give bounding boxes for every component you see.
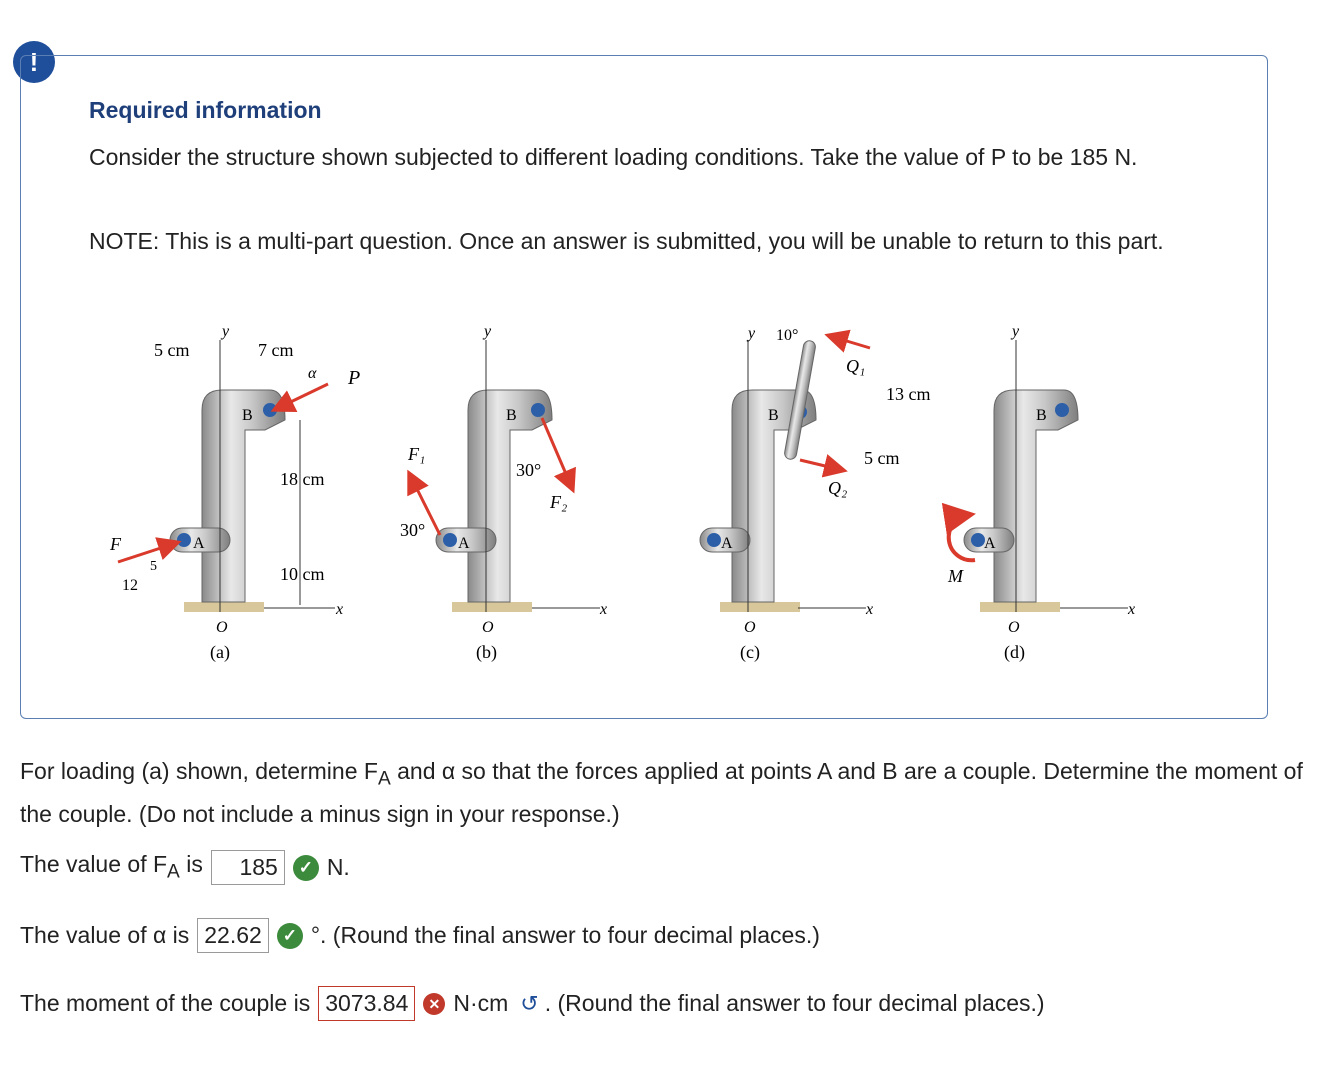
b-F2: F₂ (550, 492, 568, 512)
question-sub-a: A (377, 768, 391, 790)
question-text: For loading (a) shown, determine $F_A$ and α so that the forces applied at points A and B are a couple. Determine the moment of the couple. (Do not include a minus sign in your response.) (20, 758, 1303, 827)
a-FA: F (110, 534, 121, 554)
d-O: O (1008, 619, 1020, 636)
a-alpha: α (308, 365, 317, 382)
c-label: (c) (740, 642, 760, 662)
d-B: B (1036, 407, 1047, 424)
b-F1: F₁ (408, 444, 426, 464)
figure-c (700, 325, 931, 663)
c-dim-5: 5 cm (864, 448, 900, 468)
c-dim-13: 13 cm (886, 384, 931, 404)
note-text: NOTE: This is a multi-part question. Once an answer is submitted, you will be unable to return to this part. (89, 228, 1164, 254)
a-B: B (242, 407, 253, 424)
fa-label: The value of $F_A$ is (20, 851, 203, 883)
c-A: A (721, 535, 733, 552)
d-x: x (1128, 601, 1136, 618)
a-label: (a) (210, 642, 230, 662)
a-y-label: y (222, 323, 230, 340)
moment-suffix: . (Round the final answer to four decimal places.) (544, 990, 1045, 1016)
b-angle1: 30° (400, 520, 426, 540)
b-A: A (458, 535, 470, 552)
incorrect-x-icon: ✕ (423, 993, 445, 1015)
counterclockwise-icon: ↺ (520, 990, 539, 1016)
alpha-answer-input[interactable]: 22.62 (197, 918, 269, 953)
b-angle2: 30° (516, 460, 542, 480)
answer-row-alpha (20, 918, 820, 953)
structure-figure (80, 260, 1160, 680)
fa-unit: N. (326, 854, 350, 880)
b-x: x (600, 601, 608, 618)
intro-text: Consider the structure shown subjected to different loading conditions. Take the value of P to be 185 N. (89, 144, 1138, 170)
a-slope-5: 5 (150, 559, 157, 574)
correct-check-icon: ✓ (293, 855, 319, 881)
d-label: (d) (1004, 642, 1025, 662)
b-O: O (482, 619, 494, 636)
alpha-unit: °. (Round the final answer to four decimal places.) (310, 922, 820, 948)
c-O: O (744, 619, 756, 636)
c-Q2: Q₂ (828, 478, 848, 498)
a-P: P (348, 367, 361, 389)
a-dim-5: 5 cm (154, 340, 190, 360)
moment-label: The moment of the couple is (20, 990, 311, 1016)
a-A: A (193, 535, 205, 552)
a-dim-10: 10 cm (280, 564, 325, 584)
correct-check-icon: ✓ (277, 923, 303, 949)
moment-unit: N·cm (453, 990, 509, 1016)
moment-answer-input[interactable]: 3073.84 (318, 986, 415, 1021)
b-B: B (506, 407, 517, 424)
a-x: x (336, 601, 344, 618)
c-x: x (866, 601, 874, 618)
answer-row-moment (20, 986, 1045, 1021)
figure-b (400, 323, 607, 663)
d-MA: M (948, 566, 963, 586)
b-y-label: y (484, 323, 492, 340)
c-B: B (768, 407, 779, 424)
alpha-label: The value of α is (20, 922, 190, 948)
d-y-label: y (1012, 323, 1020, 340)
figure-d (947, 323, 1135, 663)
d-A: A (984, 535, 996, 552)
b-label: (b) (476, 642, 497, 662)
answer-row-fa (20, 850, 350, 885)
a-O: O (216, 619, 228, 636)
required-info-title: Required information (89, 97, 322, 123)
a-dim-18: 18 cm (280, 469, 325, 489)
c-y-label: y (748, 325, 756, 342)
a-slope-12: 12 (122, 577, 138, 594)
fa-answer-input[interactable]: 185 (211, 850, 285, 885)
c-angle: 10° (776, 327, 799, 344)
c-Q1: Q₁ (846, 356, 866, 376)
alert-icon: ! (13, 41, 55, 83)
a-dim-7: 7 cm (258, 340, 294, 360)
figure-a (109, 323, 360, 663)
